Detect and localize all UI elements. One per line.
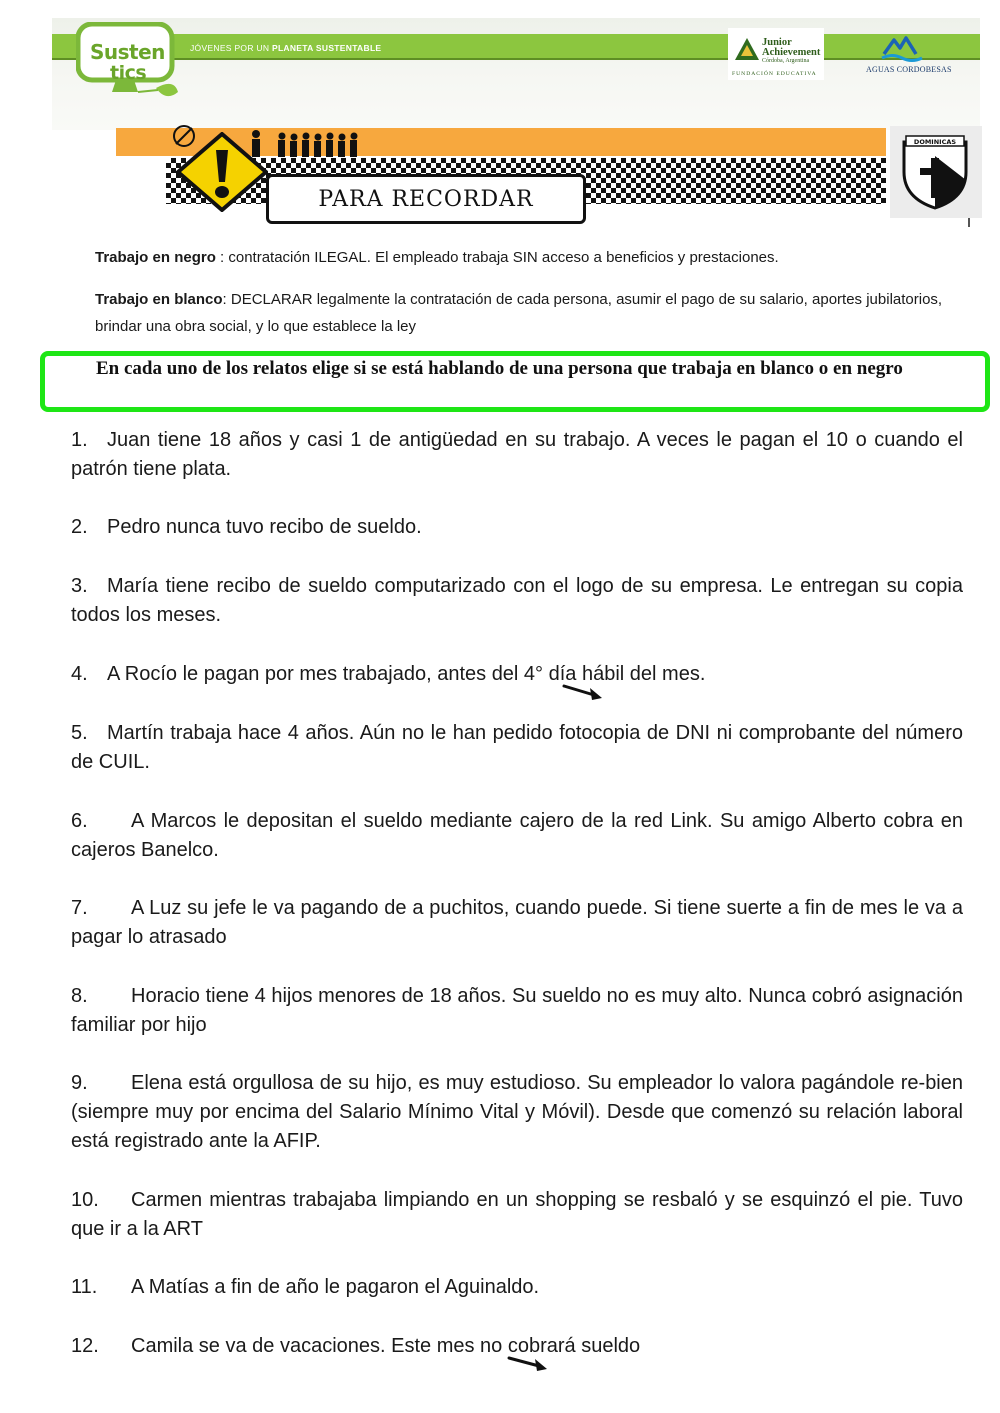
list-item: 2. Pedro nunca tuvo recibo de sueldo. <box>71 516 422 538</box>
list-item: 12. Camila se va de vacaciones. Este mes no cobrará sueldo <box>71 1335 641 1357</box>
junior-achievement-name: Junior Achievement Córdoba, Argentina <box>762 37 821 64</box>
junior-achievement-subtitle: FUNDACIÓN EDUCATIVA <box>732 71 817 77</box>
banner-stripe-shadow <box>52 58 980 60</box>
logo-text-susten: Susten <box>90 40 165 64</box>
definition-trabajo-negro: Trabajo en negro : contratación ILEGAL. El empleado trabaja SIN acceso a beneficios y prestaciones. <box>95 249 779 266</box>
instruction-text: En cada uno de los relatos elige si se está hablando de una persona que trabaja en blanco o en negro <box>96 358 903 379</box>
arrow-pointer-icon[interactable] <box>562 682 604 702</box>
logo-text-tics: tics <box>110 62 147 84</box>
arrow-pointer-icon[interactable] <box>507 1355 549 1373</box>
tick-mark <box>968 218 970 227</box>
banner-tagline: JÓVENES POR UN PLANETA SUSTENTABLE <box>190 43 382 53</box>
list-item: 4. A Rocío le pagan por mes trabajado, antes del 4° día hábil del mes. <box>71 663 706 685</box>
list-item: 11. A Matías a fin de año le pagaron el Aguinaldo. <box>71 1276 540 1298</box>
list-item: 3. María tiene recibo de sueldo computarizado con el logo de su empresa. Le entregan su copia todos los meses. <box>71 575 963 626</box>
list-item: 8. Horacio tiene 4 hijos menores de 18 años. Su sueldo no es muy alto. Nunca cobró asignación familiar por hijo <box>71 985 963 1036</box>
aguas-cordobesas-name: AGUAS CORDOBESAS <box>866 65 952 74</box>
definition-trabajo-blanco: Trabajo en blanco: DECLARAR legalmente la contratación de cada persona, asumir el pago de su salario, aportes jubilatorios, brindar una obra social, y lo que establece la ley <box>95 291 943 335</box>
junior-achievement-icon <box>734 36 760 62</box>
list-item: 10. Carmen mientras trabajaba limpiando en un shopping se resbaló y se esquinzó el pie. Tuvo que ir a la ART <box>71 1189 963 1240</box>
warning-sign-icon <box>176 132 268 212</box>
title-box <box>266 174 586 224</box>
list-item: 5. Martín trabaja hace 4 años. Aún no le han pedido fotocopia de DNI ni comprobante del número de CUIL. <box>71 722 963 773</box>
list-item: 9. Elena está orgullosa de su hijo, es muy estudioso. Su empleador lo valora pagándole re-bien (siempre muy por encima del Salario Mínimo Vital y Móvil). Desde que comenzó su relación laboral está registrado ante la AFIP. <box>71 1072 963 1152</box>
list-item: 1. Juan tiene 18 años y casi 1 de antigüedad en su trabajo. A veces le pagan el 10 o cuando el patrón tiene plata. <box>71 429 963 480</box>
list-item: 7. A Luz su jefe le va pagando de a puchitos, cuando puede. Si tiene suerte a fin de mes le va a pagar lo atrasado <box>71 897 963 948</box>
dominicas-shield-icon <box>900 132 970 210</box>
page-title: PARA RECORDAR <box>318 186 534 212</box>
list-item: 6. A Marcos le depositan el sueldo mediante cajero de la red Link. Su amigo Alberto cobra en cajeros Banelco. <box>71 810 963 861</box>
svg-text:DOMINICAS: DOMINICAS <box>913 138 957 146</box>
